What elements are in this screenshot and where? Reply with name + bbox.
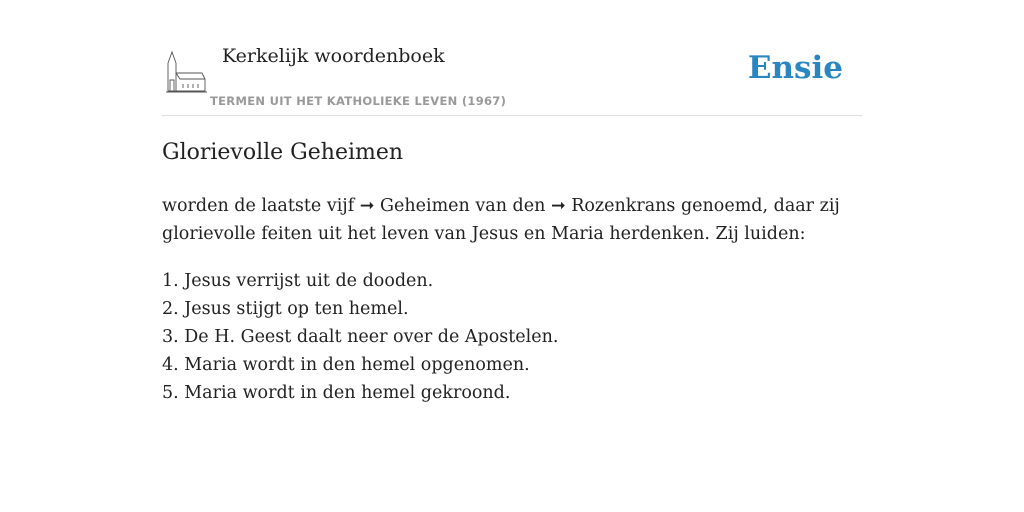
list-item: 3. De H. Geest daalt neer over de Apostelen. xyxy=(162,327,559,347)
reference-arrow-icon: ➞ xyxy=(359,196,375,216)
definition-text: genoemd, daar zij glorievolle feiten uit het leven van Jesus en Maria herdenken. Zij luiden: xyxy=(162,196,840,244)
list-item: 1. Jesus verrijst uit de dooden. xyxy=(162,271,434,291)
list-item: 4. Maria wordt in den hemel opgenomen. xyxy=(162,355,530,375)
link-rozenkrans[interactable]: Rozenkrans xyxy=(571,196,676,216)
page xyxy=(162,0,862,512)
dictionary-subtitle: TERMEN UIT HET KATHOLIEKE LEVEN (1967) xyxy=(210,94,507,108)
entry-definition xyxy=(162,192,852,248)
mysteries-list xyxy=(162,267,852,407)
dictionary-title-link[interactable]: Kerkelijk woordenboek xyxy=(222,45,445,67)
reference-arrow-icon: ➞ xyxy=(550,196,566,216)
entry-title: Glorievolle Geheimen xyxy=(162,140,404,165)
list-item: 2. Jesus stijgt op ten hemel. xyxy=(162,299,409,319)
church-icon xyxy=(164,50,208,94)
dictionary-header xyxy=(162,44,862,116)
definition-paragraph xyxy=(162,192,852,248)
link-geheimen[interactable]: Geheimen van den xyxy=(380,196,546,216)
brand-logo-link[interactable]: Ensie xyxy=(747,50,843,86)
definition-text: worden de laatste vijf xyxy=(162,196,360,216)
list-item: 5. Maria wordt in den hemel gekroond. xyxy=(162,383,511,403)
